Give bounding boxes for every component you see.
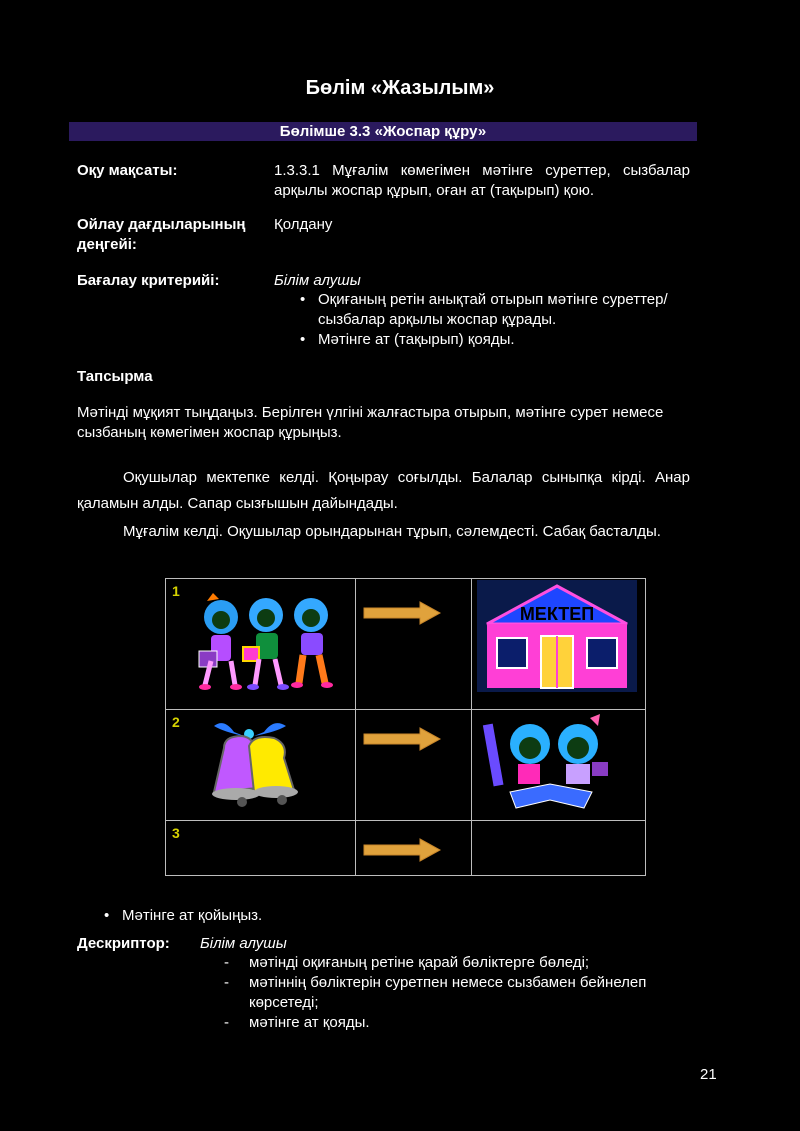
arrow-right-icon <box>362 726 442 752</box>
final-task-item: • Мәтінге ат қойыңыз. <box>100 906 500 926</box>
subsection-title: Бөлімше 3.3 «Жоспар құру» <box>69 122 697 141</box>
objective-value: 1.3.3.1 Мұғалім көмегімен мәтінге суреттер, сызбалар арқылы жоспар құрып, оған ат (тақырып) қою. <box>274 162 690 199</box>
children-with-book-image <box>480 714 620 812</box>
criteria-list <box>296 290 686 350</box>
descriptor-intro: Білім алушы <box>200 935 287 952</box>
criteria-label: Бағалау критерийі: <box>77 272 220 289</box>
row-number: 2 <box>172 714 180 730</box>
final-task-list <box>100 906 500 926</box>
row-number: 1 <box>172 583 180 599</box>
section-title: Бөлім «Жазылым» <box>305 77 495 99</box>
thinking-level-value: Қолдану <box>274 216 333 233</box>
arrow-right-icon <box>362 600 442 626</box>
criteria-intro: Білім алушы <box>274 272 361 289</box>
story-text-1: Оқушылар мектепке келді. Қоңырау соғылды. Балалар сыныпқа кірді. Анар қаламын алды. Сапар сызғышын дайындады. <box>77 469 690 512</box>
page-number: 21 <box>700 1066 717 1083</box>
descriptor-item: - мәтіннің бөліктерін суретпен немесе сызбамен бейнелеп көрсетеді; <box>224 974 647 1011</box>
task-heading: Тапсырма <box>77 368 153 385</box>
descriptor-list <box>224 953 694 1033</box>
children-walking-image <box>191 587 341 699</box>
task-instruction: Мәтінді мұқият тыңдаңыз. Берілген үлгіні жалғастыра отырып, мәтінге сурет немесе сызбаның көмегімен жоспар құрыңыз. <box>77 404 664 441</box>
story-paragraph-1 <box>77 465 690 517</box>
arrow-right-icon <box>362 837 442 863</box>
descriptor-item: - мәтінге ат қояды. <box>224 1014 370 1031</box>
story-paragraph-2 <box>77 519 690 545</box>
school-building-image <box>477 580 637 692</box>
criteria-item: • Мәтінге ат (тақырып) қояды. <box>296 330 686 350</box>
thinking-level-label: Ойлау дағдыларының деңгейі: <box>77 216 246 253</box>
plan-cell-2-left <box>166 710 356 821</box>
plan-cell-3-middle <box>356 821 472 876</box>
plan-cell-1-right <box>472 579 646 710</box>
criteria-item: • Оқиғаның ретін анықтай отырып мәтінге суреттер/сызбалар арқылы жоспар құрады. <box>296 290 686 330</box>
plan-table <box>165 578 646 876</box>
story-text-2: Мұғалім келді. Оқушылар орындарынан тұрып, сәлемдесті. Сабақ басталды. <box>123 523 661 540</box>
descriptor-label: Дескриптор: <box>77 935 170 952</box>
plan-cell-2-right <box>472 710 646 821</box>
plan-cell-2-middle <box>356 710 472 821</box>
objective-label: Оқу мақсаты: <box>77 162 178 179</box>
row-number: 3 <box>172 825 180 841</box>
plan-cell-1-middle <box>356 579 472 710</box>
plan-cell-3-left <box>166 821 356 876</box>
plan-cell-3-right <box>472 821 646 876</box>
school-sign: МЕКТЕП <box>519 604 595 624</box>
bells-image <box>194 718 314 808</box>
descriptor-item: - мәтінді оқиғаның ретіне қарай бөліктерге бөледі; <box>224 954 590 971</box>
plan-cell-1-left <box>166 579 356 710</box>
